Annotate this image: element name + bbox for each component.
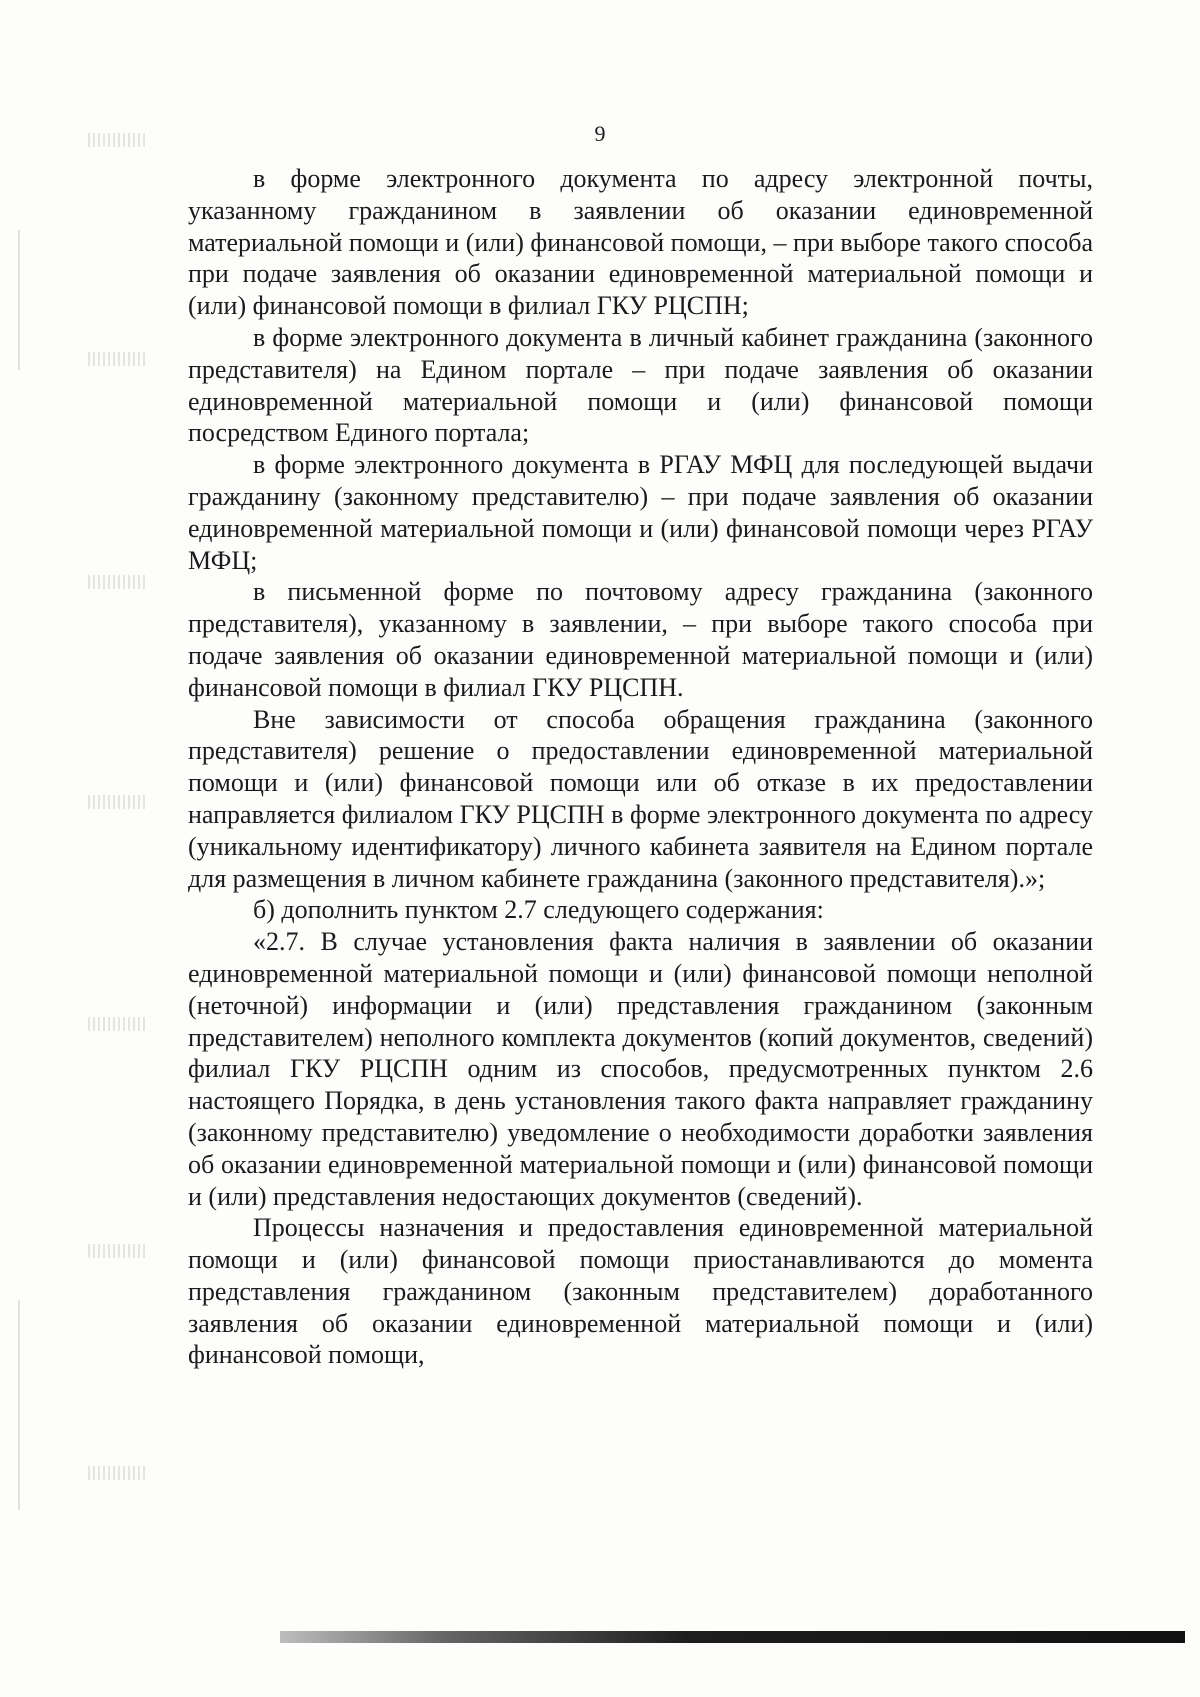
paragraph-amendment-intro: б) дополнить пунктом 2.7 следующего содержания: bbox=[253, 895, 824, 925]
scan-edge-artifact bbox=[18, 1300, 20, 1510]
scan-edge-artifact bbox=[18, 230, 20, 370]
paragraph-clause-2-7: «2.7. В случае установления факта наличия в заявлении об оказании единовременной материальной помощи и (или) финансовой помощи неполной (неточной) информации и (или) представления гражданином (законным представителем) неполного комплекта документов (копий документов, сведений) филиал ГКУ РЦСПН одним из способов, предусмотренных пунктом 2.6 настоящего Порядка, в день установления такого факта направляет гражданину (законному представителю) уведомление о необходимости доработки заявления об оказании единовременной материальной помощи и (или) финансовой помощи и (или) представления недостающих документов (сведений). bbox=[188, 927, 1093, 1211]
page-number: 9 bbox=[594, 121, 606, 146]
scan-margin-artifact bbox=[88, 795, 148, 809]
paragraph-email-delivery: в форме электронного документа по адресу электронной почты, указанному гражданином в заявлении об оказании единовременной материальной помощи и (или) финансовой помощи, – при выборе такого способа при подаче заявления об оказании единовременной материальной помощи и (или) финансовой помощи в филиал ГКУ РЦСПН; bbox=[188, 164, 1093, 321]
paragraph-processes-suspended: Процессы назначения и предоставления единовременной материальной помощи и (или) финансовой помощи приостанавливаются до момента представления гражданином (законным представителем) доработанного заявления об оказании единовременной материальной помощи и (или) финансовой помощи, bbox=[188, 1213, 1093, 1370]
paragraph-portal-delivery: в форме электронного документа в личный кабинет гражданина (законного представителя) на Едином портале – при подаче заявления об оказании единовременной материальной помощи и (или) финансовой помощи посредством Единого портала; bbox=[188, 322, 1093, 448]
scan-margin-artifact bbox=[88, 352, 148, 366]
scan-margin-artifact bbox=[88, 575, 148, 589]
paragraph-postal-delivery: в письменной форме по почтовому адресу гражданина (законного представителя), указанному в заявлении, – при выборе такого способа при подаче заявления об оказании единовременной материальной помощи и (или) финансовой помощи в филиал ГКУ РЦСПН. bbox=[188, 577, 1093, 702]
paragraph-mfc-delivery: в форме электронного документа в РГАУ МФЦ для последующей выдачи гражданину (законному представителю) – при подаче заявления об оказании единовременной материальной помощи и (или) финансовой помощи через РГАУ МФЦ; bbox=[188, 450, 1093, 575]
scan-margin-artifact bbox=[88, 1017, 148, 1031]
scan-margin-artifact bbox=[88, 1466, 148, 1480]
scan-bottom-edge bbox=[280, 1631, 1185, 1643]
paragraph-decision-delivery: Вне зависимости от способа обращения гражданина (законного представителя) решение о предоставлении единовременной материальной помощи и (или) финансовой помощи или об отказе в их предоставлении направляется филиалом ГКУ РЦСПН в форме электронного документа по адресу (уникальному идентификатору) личного кабинета заявителя на Едином портале для размещения в личном кабинете гражданина (законного представителя).»; bbox=[188, 704, 1093, 893]
document-body bbox=[188, 163, 1093, 1371]
scan-margin-artifact bbox=[88, 1244, 148, 1258]
